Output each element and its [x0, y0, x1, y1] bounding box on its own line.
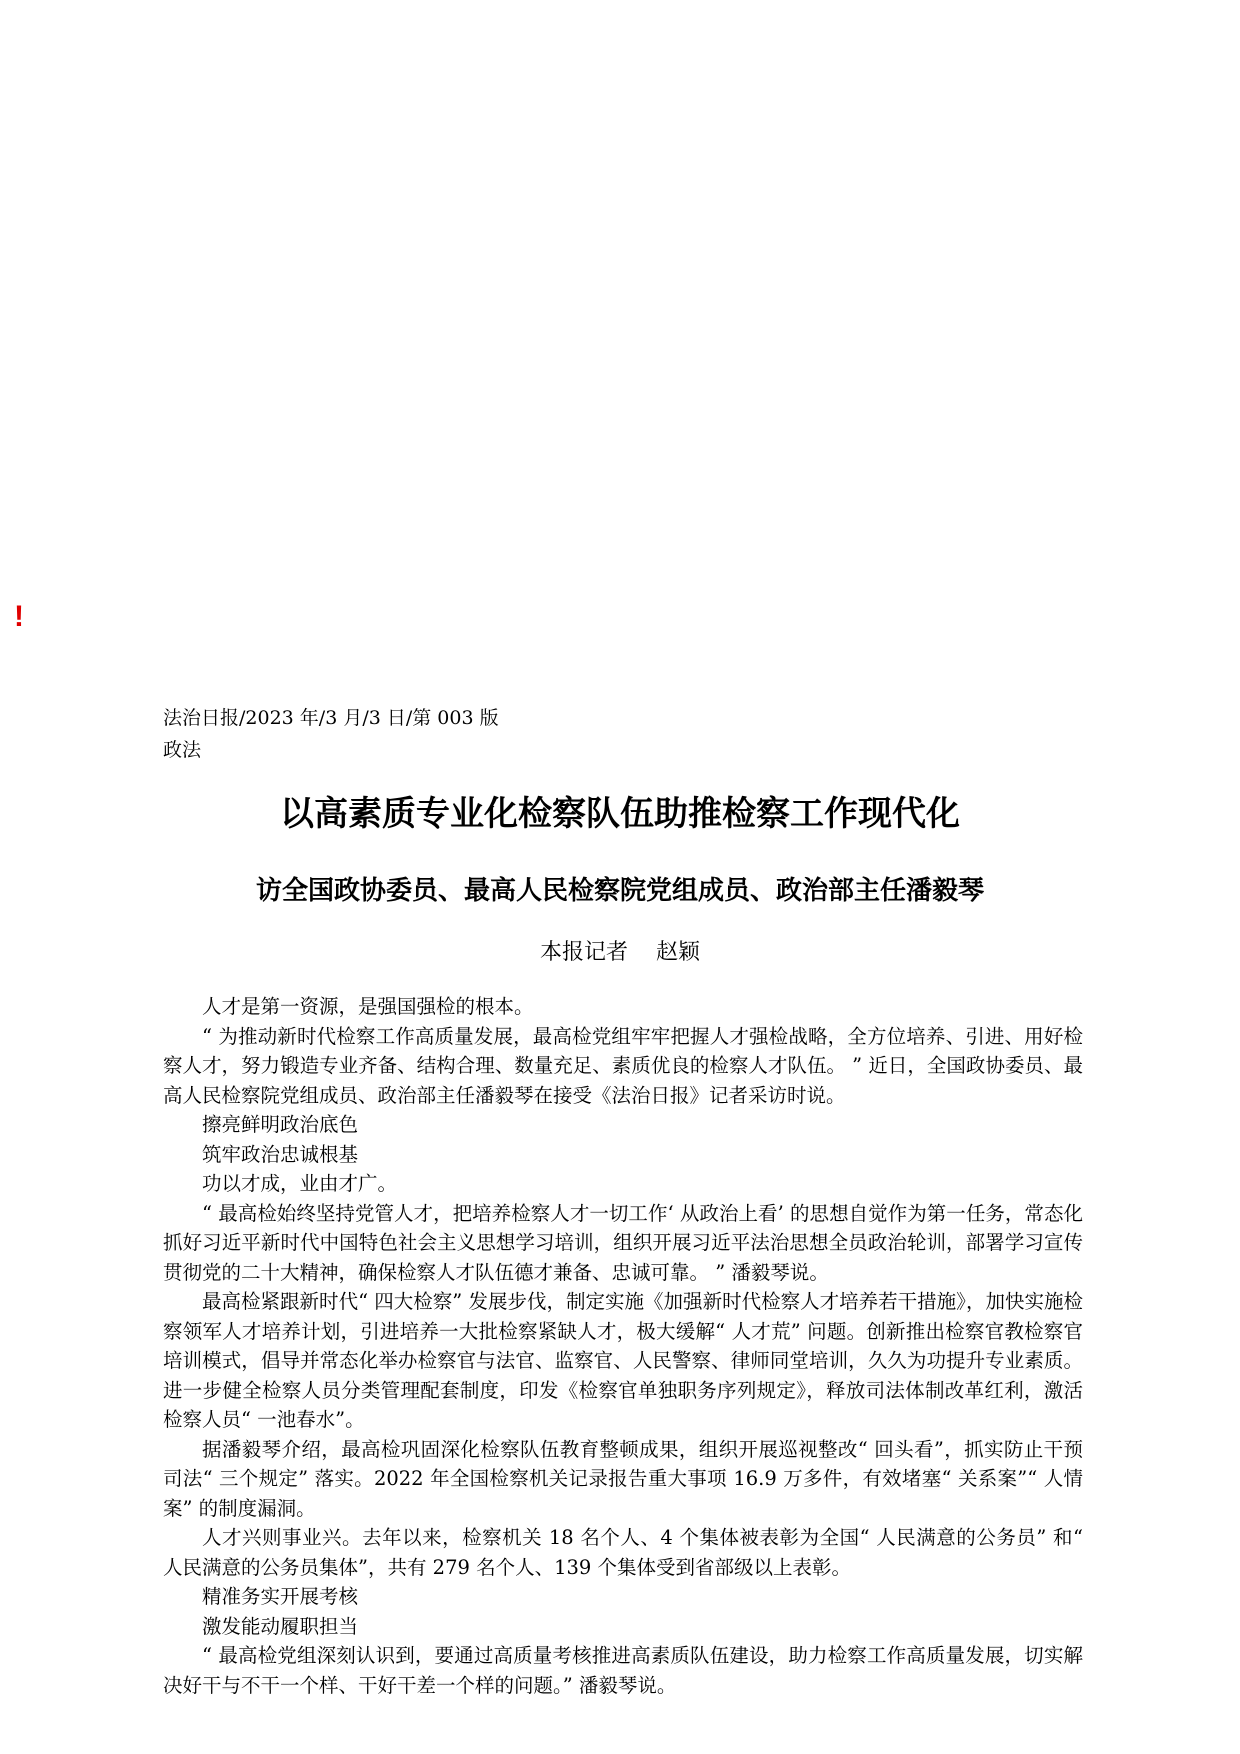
- body-paragraph: “ 为推动新时代检察工作高质量发展，最高检党组牢牢把握人才强检战略，全方位培养、引进、用好检察人才，努力锻造专业齐备、结构合理、数量充足、素质优良的检察人才队伍。 ” 近日，全国政协委员、最高人民检察院党组成员、政治部主任潘毅琴在接受《法治日报》记者采访时说。: [163, 1024, 1083, 1107]
- body-paragraph: “ 最高检始终坚持党管人才，把培养检察人才一切工作‘ 从政治上看’ 的思想自觉作为第一任务，常态化抓好习近平新时代中国特色社会主义思想学习培训，组织开展习近平法治思想全员政治轮训，部署学习宣传贯彻党的二十大精神，确保检察人才队伍德才兼备、忠诚可靠。 ” 潘毅琴说。: [163, 1201, 1083, 1284]
- byline: 本报记者 赵颖: [540, 940, 700, 965]
- section-heading: 精准务实开展考核: [202, 1585, 359, 1608]
- body-paragraph: 人才是第一资源，是强国强检的根本。: [202, 995, 534, 1018]
- body-paragraph: 人才兴则事业兴。去年以来，检察机关 18 名个人、4 个集体被表彰为全国“ 人民满意的公务员” 和“ 人民满意的公务员集体”，共有 279 名个人、139 个集体受到省部级以上表彰。: [163, 1526, 1083, 1579]
- article-subtitle: 访全国政协委员、最高人民检察院党组成员、政治部主任潘毅琴: [255, 876, 984, 906]
- section-heading: 筑牢政治忠诚根基: [202, 1142, 359, 1166]
- source-line: 法治日报/2023 年/3 月/3 日/第 003 版政法: [163, 707, 499, 761]
- article-title: 以高素质专业化检察队伍助推检察工作现代化: [280, 794, 960, 834]
- red-exclamation-mark: !: [14, 600, 24, 633]
- body-paragraph: “ 最高检党组深刻认识到，要通过高质量考核推进高素质队伍建设，助力检察工作高质量发展，切实解决好干与不干一个样、干好干差一个样的问题。” 潘毅琴说。: [163, 1644, 1083, 1697]
- article-body: [163, 992, 1083, 1700]
- body-paragraph: 最高检紧跟新时代“ 四大检察” 发展步伐，制定实施《加强新时代检察人才培养若干措施》，加快实施检察领军人才培养计划，引进培养一大批检察紧缺人才，极大缓解“ 人才荒” 问题。创新推出检察官教检察官培训模式，倡导并常态化举办检察官与法官、监察官、人民警察、律师同堂培训，久久为功提升专业素质。进一步健全检察人员分类管理配套制度，印发《检察官单独职务序列规定》，释放司法体制改革红利，激活检察人员“ 一池春水”。: [163, 1290, 1083, 1431]
- section-heading: 擦亮鲜明政治底色: [202, 1113, 359, 1136]
- section-heading: 激发能动履职担当: [202, 1614, 359, 1638]
- body-paragraph: 据潘毅琴介绍，最高检巩固深化检察队伍教育整顿成果，组织开展巡视整改“ 回头看”，抓实防止干预司法“ 三个规定” 落实。2022 年全国检察机关记录报告重大事项 16.9 万多件，有效堵塞“ 关系案”“ 人情案” 的制度漏洞。: [163, 1437, 1083, 1520]
- body-paragraph: 功以才成，业由才广。: [202, 1172, 398, 1195]
